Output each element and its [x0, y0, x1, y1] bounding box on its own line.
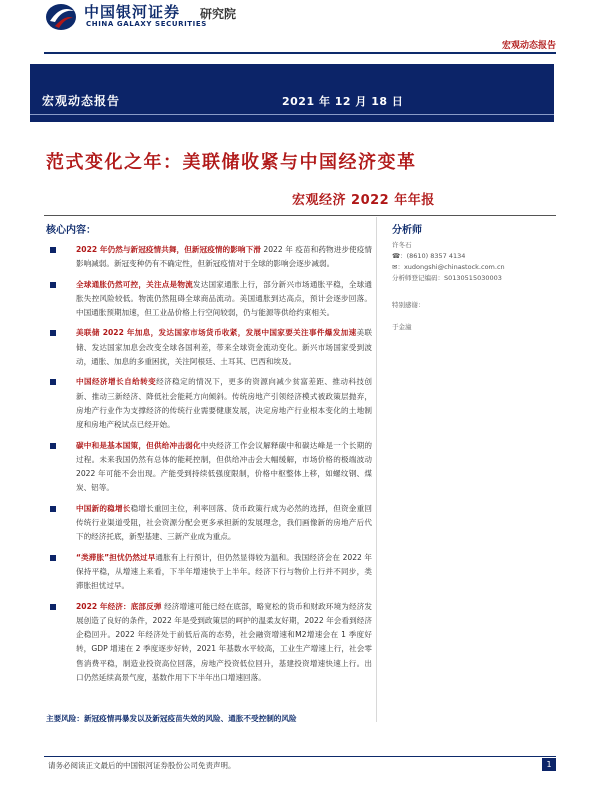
special-thanks-label: 特别感谢： [392, 301, 425, 309]
bullet-icon [50, 443, 56, 449]
key-point [46, 326, 372, 369]
report-header [0, 0, 600, 40]
logo-english: CHINA GALAXY SECURITIES [86, 20, 207, 28]
key-point-highlight: 2022 年仍然与新冠疫情共舞，但新冠疫情的影响下滑 [76, 245, 261, 254]
bullet-icon [50, 379, 56, 385]
key-point [46, 600, 372, 686]
analyst-email[interactable]: ✉：xudongshi@chinastock.com.cn [392, 263, 505, 271]
header-divider [44, 52, 556, 54]
key-points-list [46, 243, 372, 691]
bullet-icon [50, 506, 56, 512]
key-point-highlight: “类滞胀”担忧仍然过早 [76, 552, 156, 562]
report-subtitle: 宏观经济 2022 年年报 [292, 193, 435, 208]
bullet-icon [50, 604, 56, 610]
core-content-heading: 核心内容： [46, 225, 96, 236]
analyst-info [392, 240, 552, 284]
analyst-phone: ☎：(8610) 8357 4134 [392, 252, 466, 260]
key-point-text: 通胀有上行预计，但仍然显得较为温和。我国经济会在 2022 年保持平稳，从增速上来看，下半年增速快于上半年。经济下行与物价上行并不同步，类滞胀担忧过早。 [76, 552, 372, 591]
banner-report-type: 宏观动态报告 [42, 94, 121, 108]
report-title: 范式变化之年：美联储收紧与中国经济变革 [46, 152, 417, 173]
key-point [46, 375, 372, 432]
analyst-heading: 分析师 [392, 225, 422, 236]
report-banner [30, 64, 554, 122]
key-point [46, 243, 372, 272]
analyst-name: 许冬石 [392, 241, 412, 249]
key-point-highlight: 2022 年经济：底部反弹 [76, 601, 162, 611]
key-point [46, 278, 372, 321]
disclaimer: 请务必阅读正文最后的中国银河证券股份公司免责声明。 [48, 761, 236, 770]
bullet-icon [50, 330, 56, 336]
key-point-text: 稳增长重回主位，利率回落、货币政策行成为必然的选择，但资金重回传统行业渠道受阻，社会资源分配会更多承担新的发展理念，我们画像新的房地产后代下的经济托底，新型基建、三新产业成为重点。 [76, 503, 372, 542]
special-thanks-name: 于金潼 [392, 323, 412, 331]
bullet-icon [50, 555, 56, 561]
galaxy-logo-icon [44, 2, 78, 32]
institute-label: 研究院 [200, 7, 237, 21]
section-divider [44, 215, 556, 216]
main-risks: 主要风险：新冠疫情再暴发以及新冠疫苗失效的风险、通胀不受控制的风险 [46, 714, 297, 723]
key-point-highlight: 全球通胀仍然可控，关注点是物流 [76, 279, 193, 289]
bullet-icon [50, 282, 56, 288]
key-point-text: 经济增速可能已经在底部，略宽松的货币和财政环境为经济发展创造了良好的条件，2022 年是受到政策层的呵护的温柔友好期，2022 年会看到经济企稳回升。2022 年经济处于前低后高的态势，社会融资增速和M2增速会在 1 季度好转，GDP 增速在 2 季度逐步好转，2021 年基数水平较高，工业生产增速上行，社会零售消费平稳，制造业投资高位回落，房地产投资低位回升，基建投资增速快速上行。出口仍然延续高景气度，基数作用下下半年出口增速回落。 [76, 601, 373, 683]
logo-chinese: 中国银河证券 [84, 3, 181, 21]
page-number: 1 [542, 758, 556, 771]
analyst-cert: 分析师登记编码：S0130515030003 [392, 274, 502, 282]
key-point-highlight: 中国经济增长自给转变 [76, 377, 157, 387]
key-point [46, 439, 372, 496]
key-point-text: 经济稳定的情况下，更多的资源向减少贫富差距、推动科技创新、推动三新经济、降低社会能耗方向倾斜。传统房地产引领经济模式被政策层抛弃，房地产行业作为支撑经济的传统行业需要健康发展，决定房地产行业根本变化的土地制度和房地产税试点已经开始。 [76, 377, 373, 430]
key-point-text: 美联储、发达国家加息会改变全球各国利差，带来全球资金流动变化。新兴市场国家受到波动，通胀、加息的多重困扰，关注阿根廷、土耳其、巴西和埃及。 [76, 328, 372, 367]
header-report-type: 宏观动态报告 [501, 41, 556, 51]
column-divider [376, 217, 377, 722]
banner-divider [30, 114, 554, 115]
report-date: 2021 年 12 月 18 日 [282, 95, 404, 108]
key-point-highlight: 碳中和是基本国策，但供给冲击弱化 [76, 440, 201, 450]
key-point-highlight: 中国新的稳增长 [76, 503, 131, 513]
key-point-text: 2022 年 疫苗和药物进步使疫情影响减弱。新冠变种仍有不确定性，但新冠疫情对于全球的影响会逐步减弱。 [76, 245, 372, 269]
key-point-text: 中央经济工作会议解释碳中和碳达峰是一个长期的过程。未来我国仍然有总体的能耗控制，但供给冲击会大幅缓解，市场价格的极端波动 2022 年可能不会出现。产能受到持续低强度限制，价格中枢整体上移，如螺纹钢、煤炭、铝等。 [76, 440, 372, 493]
bullet-icon [50, 247, 56, 253]
key-point [46, 551, 372, 594]
key-point-highlight: 美联储 2022 年加息，发达国家市场货币收紧，发展中国家要关注事件爆发加速 [76, 328, 357, 338]
footer-divider [44, 756, 556, 757]
key-point [46, 502, 372, 545]
key-point-text: 发达国家通胀上行，部分新兴市场通胀平稳，全球通胀失控风险较低。物流仍然阻碍全球商品流动。美国通胀到达高点，预计会逐步回落。中国通胀预期加速，但工业品价格上行空间较弱，仍与能源等供给约束相关。 [76, 279, 372, 318]
